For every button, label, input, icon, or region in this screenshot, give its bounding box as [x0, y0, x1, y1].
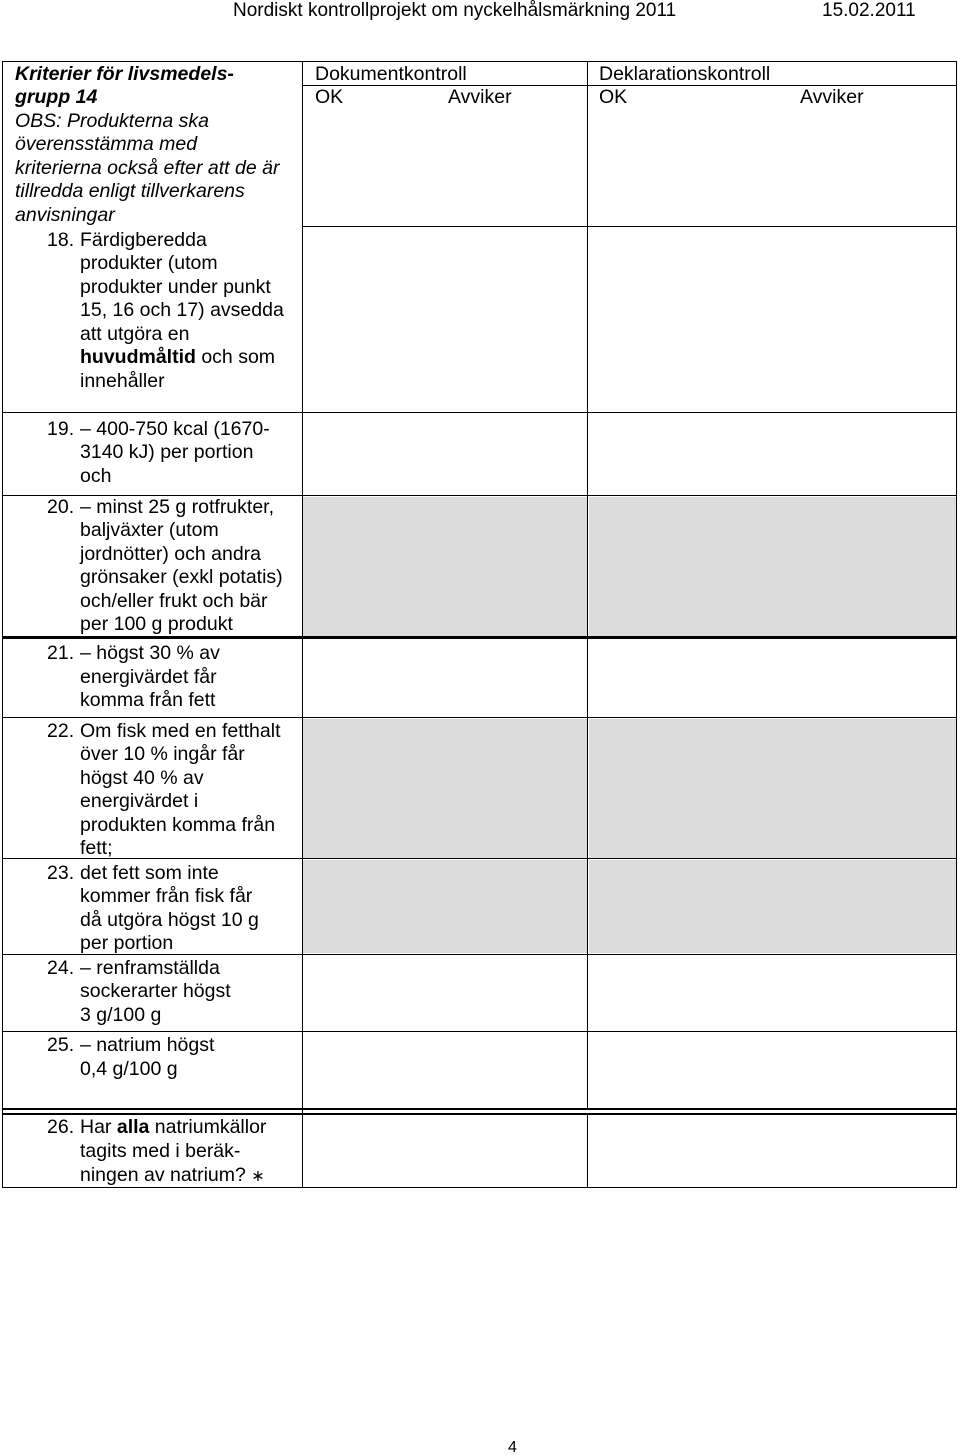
criterion-text: högst 40 % av [80, 767, 204, 789]
criterion-text: jordnötter) och andra [80, 543, 262, 565]
criterion-text: – natrium högst [80, 1034, 215, 1056]
criterion-number: 24. [47, 957, 75, 979]
shaded-cell-r23-dek [589, 860, 956, 953]
page-number: 4 [508, 1439, 517, 1456]
criterion-text-rest: och som [195, 346, 276, 368]
document-header [233, 0, 916, 22]
criterion-text: per portion [80, 932, 174, 954]
criterion-text: fett; [80, 837, 113, 859]
criterion-text: energivärdet i [80, 790, 199, 812]
criterion-text-part: Har [80, 1116, 117, 1138]
criterion-text-part: natriumkällor [149, 1116, 267, 1138]
criterion-text: produkter (utom [80, 252, 218, 274]
criterion-text: 0,4 g/100 g [80, 1058, 178, 1080]
shaded-cell-r20-dok [303, 497, 587, 636]
header-date: 15.02.2011 [822, 0, 916, 21]
criterion-text: innehåller [80, 370, 165, 392]
criterion-text [80, 346, 275, 369]
criterion-text-part: ningen av natrium? [80, 1164, 246, 1186]
criterion-text [80, 1116, 266, 1139]
column-header-dok-avviker: Avviker [448, 86, 512, 108]
criterion-text: över 10 % ingår får [80, 743, 245, 765]
criterion-emphasis: huvudmåltid [80, 346, 196, 368]
criterion-emphasis: alla [116, 1116, 150, 1138]
column-header-deklarationskontroll: Deklarationskontroll [599, 63, 771, 85]
criterion-text: 3140 kJ) per portion [80, 441, 254, 463]
criterion-text: det fett som inte [80, 862, 219, 884]
criterion-text: Färdigberedda [80, 229, 207, 251]
criterion-number: 20. [47, 496, 75, 518]
criterion-number: 21. [47, 642, 75, 664]
criterion-text [80, 1164, 265, 1188]
criterion-text: då utgöra högst 10 g [80, 909, 259, 931]
criterion-text: 3 g/100 g [80, 1004, 162, 1026]
criterion-text: produkter under punkt [80, 276, 271, 298]
shaded-cell-r22-dok [303, 719, 587, 858]
asterisk-marker: ∗ [251, 1168, 265, 1185]
column-header-dokumentkontroll: Dokumentkontroll [315, 63, 467, 85]
criterion-text: komma från fett [80, 689, 216, 711]
criterion-text: produkten komma från [80, 814, 276, 836]
criteria-note-line: kriterierna också efter att de är [15, 157, 280, 179]
column-header-dok-ok: OK [315, 86, 344, 108]
criterion-number: 26. [47, 1116, 75, 1138]
shaded-cell-r23-dok [303, 860, 587, 953]
header-title: Nordiskt kontrollprojekt om nyckelhålsmärkning 2011 [233, 0, 677, 21]
criterion-number: 22. [47, 720, 75, 742]
criterion-number: 23. [47, 862, 75, 884]
criterion-number: 18. [47, 229, 75, 251]
criteria-title-line: grupp 14 [15, 86, 98, 108]
criterion-text: tagits med i beräk- [80, 1140, 241, 1162]
criterion-text: – minst 25 g rotfrukter, [80, 496, 275, 518]
criterion-text: energivärdet får [80, 666, 217, 688]
criteria-note-line: OBS: Produkterna ska [15, 110, 210, 132]
criterion-text: – renframställda [80, 957, 220, 979]
criterion-text: kommer från fisk får [80, 885, 253, 907]
column-header-dek-avviker: Avviker [800, 86, 864, 108]
criterion-text: baljväxter (utom [80, 519, 219, 541]
criteria-note-line: anvisningar [15, 204, 115, 226]
criterion-text: och/eller frukt och bär [80, 590, 268, 612]
criterion-text: 15, 16 och 17) avsedda [80, 299, 284, 321]
shaded-cell-r20-dek [589, 497, 956, 636]
criterion-number: 19. [47, 418, 75, 440]
criteria-note-line: överensstämma med [15, 133, 198, 155]
criterion-text: per 100 g produkt [80, 613, 233, 635]
shaded-cell-r22-dek [589, 719, 956, 858]
criterion-text: och [80, 465, 112, 487]
criterion-text: – 400-750 kcal (1670- [80, 418, 270, 440]
criterion-text: att utgöra en [80, 323, 190, 345]
criterion-text: grönsaker (exkl potatis) [80, 566, 283, 588]
column-header-dek-ok: OK [599, 86, 628, 108]
criteria-note-line: tillredda enligt tillverkarens [15, 180, 245, 202]
criterion-text: sockerarter högst [80, 980, 231, 1002]
criterion-text: – högst 30 % av [80, 642, 220, 664]
criteria-title-line: Kriterier för livsmedels- [15, 63, 234, 85]
criterion-text: Om fisk med en fetthalt [80, 720, 281, 742]
criterion-number: 25. [47, 1034, 75, 1056]
